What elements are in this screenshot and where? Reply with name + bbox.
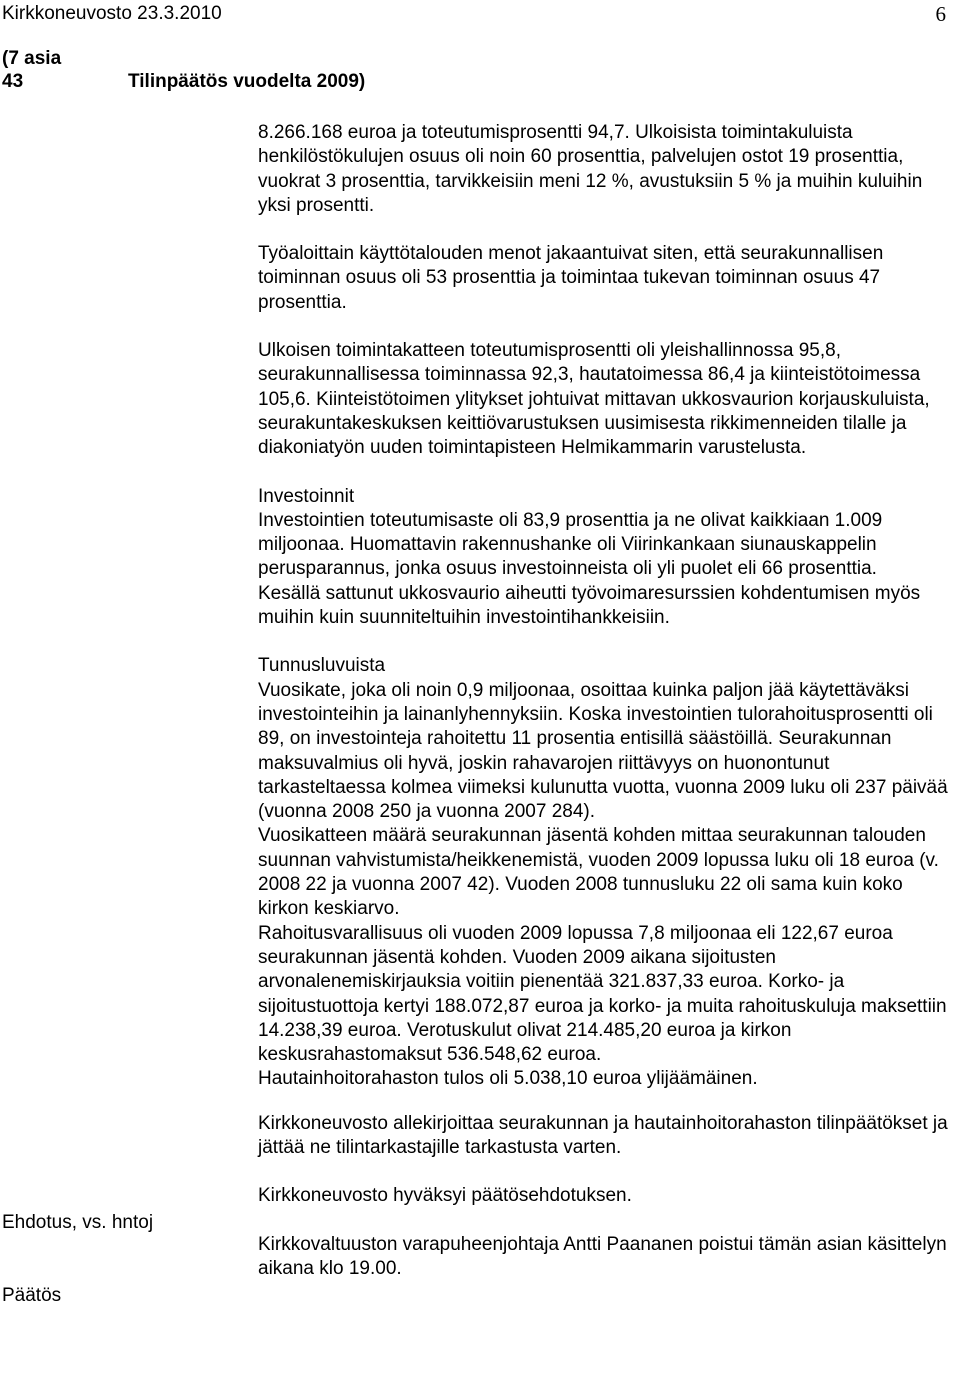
paragraph-operating-costs: 8.266.168 euroa ja toteutumisprosentti 94,7. Ulkoisista toimintakuluista henkilöstökulujen osuus oli noin 60 prosenttia, palvelujen ostot 19 prosenttia, vuokrat 3 prosenttia, tarvikkeisiin meni 12 %, avustuksiin 5 % ja muihin kuluihin yksi prosentti.: [258, 122, 923, 216]
decision-label: Päätös: [2, 1285, 62, 1306]
proposal-text: Kirkkoneuvosto allekirjoittaa seurakunnan ja hautainhoitorahaston tilinpäätökset ja jättää ne tilintarkastajille tarkastusta varten.: [258, 1112, 948, 1158]
paragraph-cemetery-fund: Hautainhoitorahaston tulos oli 5.038,10 euroa ylijäämäinen.: [258, 1068, 758, 1090]
paragraph-financial-assets: Rahoitusvarallisuus oli vuoden 2009 lopussa 7,8 miljoonaa eli 122,67 euroa seurakunnan jäsentä kohden. Vuoden 2009 aikana sijoitusten arvonalenemiskirjauksia voitiin pienentää 321.837,33 euroa. Korko- ja sijoitustuottoja kertyi 188.072,87 euroa ja korko- ja muita rahoituskuluja maksettiin 14.238,39 euroa. Verotuskulut olivat 214.485,20 euroa ja kirkon keskusrahastomaksut 536.548,62 euroa.: [258, 922, 947, 1066]
meeting-title: Kirkkoneuvosto 23.3.2010: [2, 3, 222, 24]
paragraph-margin-per-member: Vuosikatteen määrä seurakunnan jäsentä kohden mittaa seurakunnan talouden suunnan vahvistumista/heikkenemistä, vuoden 2009 lopussa luku oli 18 euroa (v. 2008 22 ja vuonna 2007 42). Vuoden 2008 tunnusluku 22 oli sama kuin koko kirkon keskiarvo.: [258, 825, 939, 920]
agenda-item: [2, 47, 365, 93]
decision-text: Kirkkoneuvosto hyväksyi päätösehdotuksen.: [258, 1185, 632, 1207]
agenda-title: Tilinpäätös vuodelta 2009): [128, 71, 366, 92]
paragraph-work-areas: Työaloittain käyttötalouden menot jakaantuivat siten, että seurakunnallisen toiminnan osuus oli 53 prosenttia ja toimintaa tukevan toiminnan osuus 47 prosenttia.: [258, 243, 884, 313]
paragraph-annual-margin: Vuosikate, joka oli noin 0,9 miljoonaa, osoittaa kuinka paljon jää käytettäväksi investointeihin ja lainanlyhennyksiin. Koska investointien tulorahoitusprosentti oli 89, on investointeja rahoitettu 11 prosentia entisillä säästöillä. Seurakunnan maksuvalmius oli hyvä, joskin rahavarojen riittävyys on huonontunut tarkasteltaessa kolmea viimeksi kulunutta vuotta, vuonna 2009 luku oli 237 päivää (vuonna 2008 250 ja vuonna 2007 284).: [258, 679, 948, 823]
heading-investoinnit: Investoinnit: [258, 485, 355, 507]
closing-note: Kirkkovaltuuston varapuheenjohtaja Antti Paananen poistui tämän asian käsittelyn aikana klo 19.00.: [258, 1233, 947, 1279]
agenda-number: 43: [2, 71, 24, 92]
agenda-line1: (7 asia: [2, 48, 62, 69]
paragraph-operating-margin: Ulkoisen toimintakatteen toteutumisprosentti oli yleishallinnossa 95,8, seurakunnallisessa toiminnassa 92,3, hautatoimessa 86,4 ja kiinteistötoimessa 105,6. Kiinteistötoimen ylitykset johtuivat mittavan ukkosvaurion korjauskuluista, seurakuntakeskuksen keittiövarustuksen uusimisesta rikkimenneiden tilalle ja diakoniatyön uuden toimintapisteen Helmikammarin varustelusta.: [258, 340, 930, 459]
page-number: 6: [935, 2, 946, 26]
agenda-line2: [2, 70, 365, 93]
proposal-label: Ehdotus, vs. hntoj: [2, 1212, 154, 1233]
paragraph-storm-damage: Kesällä sattunut ukkosvaurio aiheutti työvoimaresurssien kohdentumisen myös muihin kuin suunniteltuihin investointihankkeisiin.: [258, 582, 921, 629]
heading-tunnusluvuista: Tunnusluvuista: [258, 655, 386, 677]
document-body: [258, 121, 958, 1281]
paragraph-investments: Investointien toteutumisaste oli 83,9 prosenttia ja ne olivat kaikkiaan 1.009 miljoonaa. Huomattavin rakennushanke oli Viirinkankaan siunauskappelin perusparannus, jonka osuus investoinneista oli yli puolet eli 66 prosenttia.: [258, 509, 883, 580]
